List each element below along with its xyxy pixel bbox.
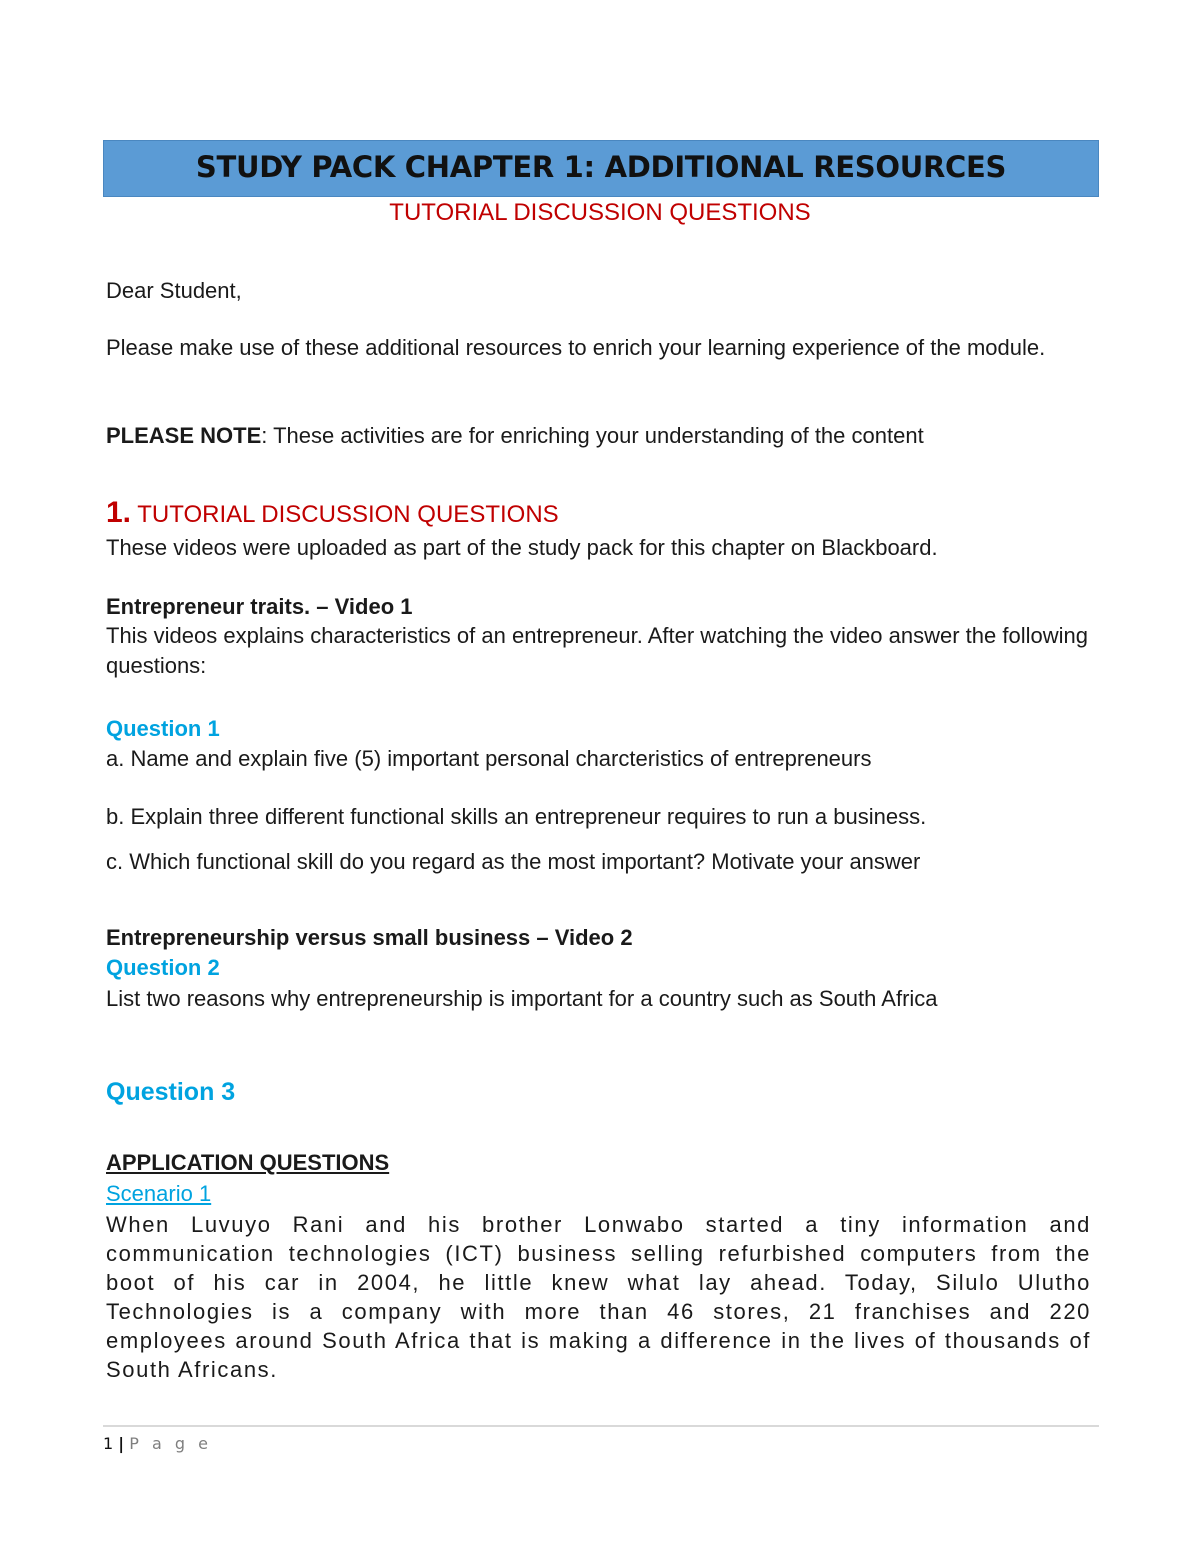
- question1-item-a: a. Name and explain five (5) important personal charcteristics of entrepreneurs: [106, 746, 872, 771]
- question3-label: Question 3: [106, 1078, 236, 1106]
- page-subtitle: TUTORIAL DISCUSSION QUESTIONS: [389, 199, 811, 226]
- page-label: P a g e: [129, 1434, 212, 1453]
- question2-text: List two reasons why entrepreneurship is important for a country such as South Africa: [106, 986, 938, 1011]
- note-label: PLEASE NOTE: [106, 423, 262, 448]
- question1-item-c: c. Which functional skill do you regard as the most important? Motivate your answer: [106, 849, 921, 874]
- footer-separator: |: [118, 1434, 125, 1453]
- section-number: 1.: [106, 496, 132, 529]
- note-text: : These activities are for enriching your understanding of the content: [261, 423, 924, 448]
- scenario-text: When Luvuyo Rani and his brother Lonwabo started a tiny information and communication technologies (ICT) business selling refurbished computers from the boot of his car in 2004, he little knew what lay ahead. Today, Silulo Ulutho Technologies is a company with more than 46 stores, 21 franchises and 220 employees around South Africa that is making a difference in the lives of thousands of South Africans.: [106, 1212, 1091, 1382]
- question1-label: Question 1: [106, 716, 220, 741]
- footer-divider: [103, 1425, 1099, 1427]
- page-footer: [103, 1432, 212, 1456]
- scenario-label: Scenario 1: [106, 1181, 212, 1206]
- video2-title: Entrepreneurship versus small business – Video 2: [106, 925, 633, 950]
- section-title: TUTORIAL DISCUSSION QUESTIONS: [131, 501, 559, 528]
- section-description: These videos were uploaded as part of the study pack for this chapter on Blackboard.: [106, 535, 938, 560]
- question2-label: Question 2: [106, 955, 220, 980]
- section-heading: [106, 496, 559, 532]
- please-note: [106, 421, 924, 451]
- question1-item-b: b. Explain three different functional skills an entrepreneur requires to run a business.: [106, 804, 927, 829]
- greeting: Dear Student,: [106, 278, 242, 303]
- page-number: 1: [103, 1434, 114, 1453]
- application-questions-heading: APPLICATION QUESTIONS: [106, 1150, 390, 1175]
- video1-title: Entrepreneur traits. – Video 1: [106, 594, 413, 619]
- intro-paragraph: Please make use of these additional resources to enrich your learning experience of the module.: [106, 335, 1046, 360]
- page-title: STUDY PACK CHAPTER 1: ADDITIONAL RESOURCES: [103, 140, 1099, 197]
- video1-description: This videos explains characteristics of an entrepreneur. After watching the video answer the following questions:: [106, 623, 1088, 678]
